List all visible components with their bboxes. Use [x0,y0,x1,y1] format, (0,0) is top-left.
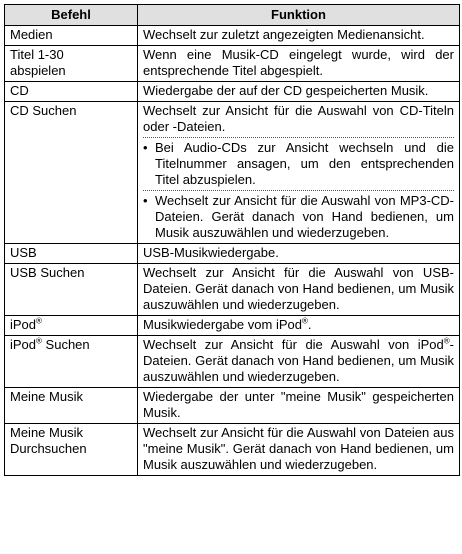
function-text: Wechselt zur Ansicht für die Auswahl von Dateien aus "meine Musik". Gerät danach von Hand bedienen, um Musik auszuwählen und wiederzugeben. [143,425,454,472]
function-text: Wenn eine Musik-CD eingelegt wurde, wird der entsprechende Titel abgespielt. [143,47,454,78]
command-text [10,337,90,352]
desc-part: Musikwiedergabe vom iPod [143,317,302,332]
function-text: Wechselt zur Ansicht für die Auswahl von CD-Titeln oder -Dateien. [143,103,454,134]
command-text: CD Suchen [10,103,77,118]
function-text: Wechselt zur zuletzt angezeigten Medienansicht. [143,27,425,42]
bullet-item [143,190,454,241]
function-cell [138,82,460,102]
function-cell [138,244,460,264]
function-cell [138,316,460,336]
desc-part: Wechselt zur Ansicht für die Auswahl von iPod [143,337,444,352]
command-text: USB Suchen [10,265,85,280]
table-row [5,46,460,82]
header-function: Funktion [138,5,460,26]
function-cell [138,424,460,476]
table-row [5,388,460,424]
function-text [143,317,454,333]
function-text: USB-Musikwiedergabe. [143,245,279,260]
header-command: Befehl [5,5,138,26]
table-row [5,316,460,336]
command-text: Durchsuchen [10,441,87,456]
command-suffix: Suchen [41,337,90,352]
command-cell [5,264,138,316]
command-cell [5,26,138,46]
command-cell [5,316,138,336]
command-text: CD [10,83,29,98]
command-cell [5,424,138,476]
command-cell [5,102,138,244]
command-function-table [4,4,460,476]
table-row [5,264,460,316]
table-row [5,244,460,264]
table-row [5,26,460,46]
registered-mark: ® [443,336,450,346]
command-text: Titel 1-30 [10,47,64,62]
registered-mark: ® [301,316,308,326]
command-cell [5,46,138,82]
function-text: Wiedergabe der auf der CD gespeicherten Musik. [143,83,429,98]
function-cell [138,388,460,424]
table-row [5,424,460,476]
table-row [5,336,460,388]
function-cell [138,336,460,388]
command-cell [5,388,138,424]
desc-part: . [307,317,312,332]
command-cell [5,244,138,264]
bullet-text: Bei Audio-CDs zur Ansicht wechseln und die Titelnummer ansagen, um den entsprechenden Titel abzuspielen. [155,140,454,187]
function-text [143,337,454,385]
bullet-item [143,137,454,188]
function-text: Wiedergabe der unter "meine Musik" gespeicherten Musik. [143,389,454,420]
command-text: Meine Musik [10,389,83,404]
function-cell [138,264,460,316]
command-cell [5,82,138,102]
bullet-icon: • [143,140,148,155]
bullet-icon: • [143,193,148,208]
command-base: iPod [10,317,37,332]
command-base: iPod [10,337,37,352]
function-cell [138,102,460,244]
command-text: Meine Musik [10,425,83,440]
command-text: Medien [10,27,53,42]
registered-mark: ® [36,316,42,326]
command-cell [5,336,138,388]
table-header-row [5,5,460,26]
registered-mark: ® [36,336,42,346]
bullet-text: Wechselt zur Ansicht für die Auswahl von MP3-CD-Dateien. Gerät danach von Hand bedienen, um Musik auszuwählen und wiederzugeben. [155,193,454,240]
table-row [5,102,460,244]
function-cell [138,46,460,82]
command-text: abspielen [10,63,66,78]
desc-part: -Dateien. Gerät danach von Hand bedienen, um Musik auszuwählen und wiederzugeben. [143,337,454,384]
table-row [5,82,460,102]
function-cell [138,26,460,46]
command-text [10,317,42,332]
function-text: Wechselt zur Ansicht für die Auswahl von USB-Dateien. Gerät danach von Hand bedienen, um Musik auszuwählen und wiederzugeben. [143,265,454,312]
command-text: USB [10,245,37,260]
